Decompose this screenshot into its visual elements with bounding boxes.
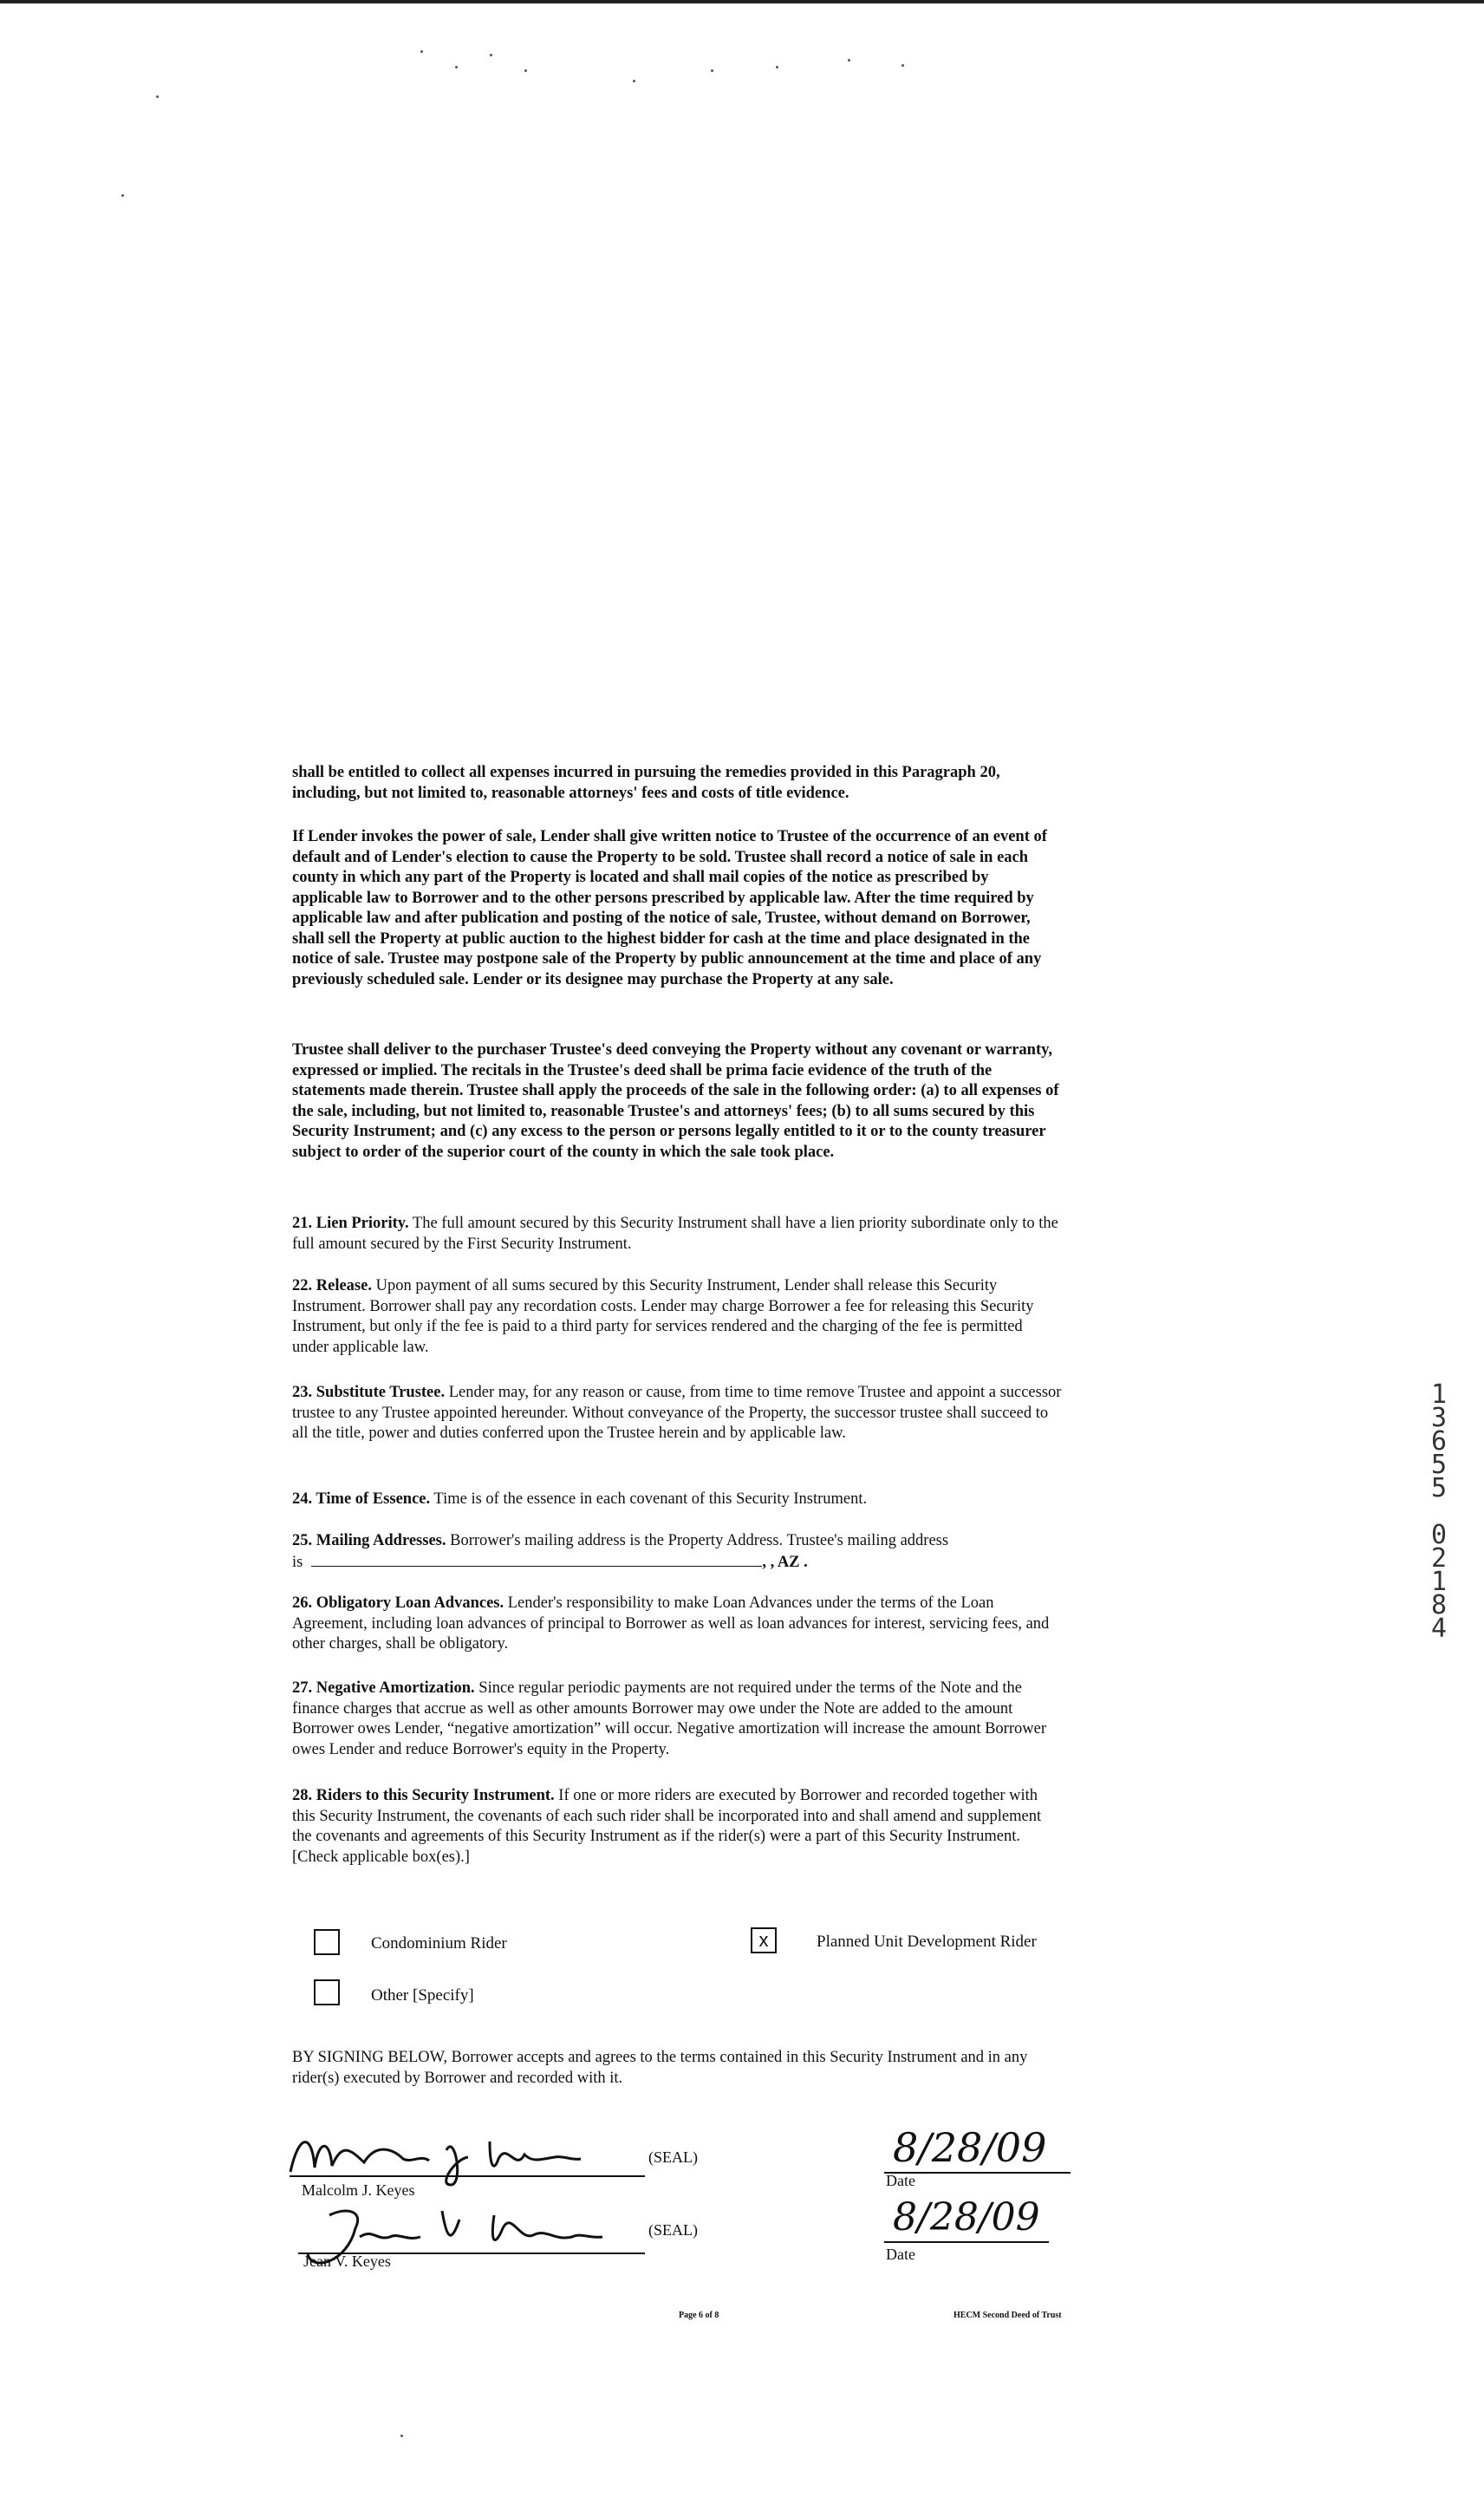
document-title-footer: HECM Second Deed of Trust bbox=[954, 2311, 1062, 2320]
date2-label: Date bbox=[886, 2246, 915, 2263]
condominium-rider-label: Condominium Rider bbox=[371, 1934, 507, 1953]
paragraph-25-body: Borrower's mailing address is the Property Address. Trustee's mailing address bbox=[446, 1532, 949, 1549]
scan-speck bbox=[455, 66, 458, 68]
condominium-rider-checkbox[interactable] bbox=[314, 1929, 340, 1955]
signing-statement: BY SIGNING BELOW, Borrower accepts and agrees to the terms contained in this Security Instrument and in any rider(s) executed by Borrower and recorded with it. bbox=[292, 2049, 1028, 2087]
borrower1-signature-line bbox=[290, 2175, 645, 2177]
other-rider-checkbox[interactable] bbox=[314, 1979, 340, 2005]
paragraph-24 bbox=[292, 1490, 1062, 1510]
scan-speck bbox=[420, 50, 423, 53]
paragraph-25-heading: 25. Mailing Addresses. bbox=[292, 1532, 446, 1549]
paragraph-27 bbox=[292, 1679, 1062, 1760]
paragraph-21 bbox=[292, 1214, 1062, 1255]
paragraph-26-heading: 26. Obligatory Loan Advances. bbox=[292, 1594, 504, 1612]
scan-speck bbox=[524, 69, 527, 72]
paragraph-26-body: Lender's responsibility to make Loan Advances under the terms of the Loan Agreement, including loan advances of principal to Borrower as well as loan advances for interest, servicing fees, and other charges, shall be obligatory. bbox=[292, 1594, 1050, 1653]
paragraph-28-body: If one or more riders are executed by Borrower and recorded together with this Security Instrument, the covenants of each such rider shall be incorporated into and shall amend and supplement the covenants and agreements of this Security Instrument as if the rider(s) were a part of this Security Instrument. [Check applicable box(es).] bbox=[292, 1787, 1042, 1866]
pud-rider-checkbox[interactable]: x bbox=[751, 1927, 777, 1953]
pud-rider-label: Planned Unit Development Rider bbox=[817, 1933, 1037, 1951]
date2-handwritten: 8/28/09 bbox=[893, 2195, 1040, 2239]
recording-number-stamp: 1 3 6 5 5 0 2 1 8 4 bbox=[1430, 1379, 1448, 1644]
paragraph-22 bbox=[292, 1276, 1062, 1358]
paragraph-28 bbox=[292, 1786, 1062, 1868]
paragraph-28-heading: 28. Riders to this Security Instrument. bbox=[292, 1787, 555, 1804]
scan-speck bbox=[776, 66, 778, 68]
scan-speck bbox=[901, 64, 904, 67]
paragraph-27-body: Since regular periodic payments are not required under the terms of the Note and the finance charges that accrue as well as other amounts Borrower may owe under the Note are added to the amount Borrower owes Lender, “negative amortization” will occur. Negative amortization will increase the amount Borrower owes Lender and reduce Borrower's equity in the Property. bbox=[292, 1679, 1046, 1758]
trustee-address-blank bbox=[311, 1552, 762, 1567]
page-number: Page 6 of 8 bbox=[679, 2311, 719, 2320]
other-rider-label: Other [Specify] bbox=[371, 1986, 474, 2005]
paragraph-25-state: , , AZ . bbox=[762, 1553, 808, 1571]
scan-speck bbox=[711, 69, 713, 72]
paragraph-21-body: The full amount secured by this Security Instrument shall have a lien priority subordinate only to the full amount secured by the First Security Instrument. bbox=[292, 1215, 1058, 1253]
paragraph-20-trustee-deed: Trustee shall deliver to the purchaser Trustee's deed conveying the Property without any covenant or warranty, expressed or implied. The recitals in the Trustee's deed shall be prima facie evidence of the truth of the statements made therein. Trustee shall apply the proceeds of the sale in the following order: (a) to all expenses of the sale, including, but not limited to, reasonable Trustee's and attorneys' fees; (b) to all sums secured by this Security Instrument; and (c) any excess to the person or persons legally entitled to it or to the county treasurer subject to order of the superior court of the county in which the sale took place. bbox=[292, 1041, 1059, 1161]
borrower2-seal: (SEAL) bbox=[648, 2221, 698, 2239]
paragraph-22-heading: 22. Release. bbox=[292, 1277, 372, 1294]
borrower1-name: Malcolm J. Keyes bbox=[302, 2181, 415, 2199]
paragraph-26 bbox=[292, 1594, 1062, 1655]
paragraph-25-is: is bbox=[292, 1553, 303, 1571]
scan-top-border bbox=[0, 0, 1484, 3]
paragraph-20-end: shall be entitled to collect all expenses incurred in pursuing the remedies provided in this Paragraph 20, including, but not limited to, reasonable attorneys' fees and costs of title evidence. bbox=[292, 764, 1000, 802]
date1-handwritten: 8/28/09 bbox=[893, 2124, 1047, 2171]
paragraph-25 bbox=[292, 1531, 1062, 1573]
borrower1-seal: (SEAL) bbox=[648, 2148, 698, 2166]
paragraph-24-body: Time is of the essence in each covenant of this Security Instrument. bbox=[430, 1490, 868, 1508]
paragraph-27-heading: 27. Negative Amortization. bbox=[292, 1679, 475, 1697]
scan-speck bbox=[633, 80, 635, 82]
paragraph-20-power-of-sale: If Lender invokes the power of sale, Lender shall give written notice to Trustee of the occurrence of an event of default and of Lender's election to cause the Property to be sold. Trustee shall record a notice of sale in each county in which any part of the Property is located and shall mail copies of the notice as prescribed by applicable law to Borrower and to the other persons prescribed by applicable law. After the time required by applicable law and after publication and posting of the notice of sale, Trustee, without demand on Borrower, shall sell the Property at public auction to the highest bidder for cash at the time and place designated in the notice of sale. Trustee may postpone sale of the Property by public announcement at the time and place of any previously scheduled sale. Lender or its designee may purchase the Property at any sale. bbox=[292, 828, 1047, 988]
paragraph-23-body: Lender may, for any reason or cause, from time to time remove Trustee and appoint a successor trustee to any Trustee appointed hereunder. Without conveyance of the Property, the successor trustee shall succeed to all the title, power and duties conferred upon the Trustee herein and by applicable law. bbox=[292, 1384, 1062, 1442]
scan-speck bbox=[156, 95, 159, 98]
paragraph-21-heading: 21. Lien Priority. bbox=[292, 1215, 409, 1232]
scan-speck bbox=[121, 194, 124, 197]
paragraph-22-body: Upon payment of all sums secured by this Security Instrument, Lender shall release this Security Instrument. Borrower shall pay any recordation costs. Lender may charge Borrower a fee for releasing this Security Instrument, but only if the fee is paid to a third party for services rendered and the charging of the fee is permitted under applicable law. bbox=[292, 1277, 1034, 1356]
scan-speck bbox=[848, 59, 850, 62]
scan-speck bbox=[490, 54, 492, 56]
paragraph-24-heading: 24. Time of Essence. bbox=[292, 1490, 431, 1508]
date2-line bbox=[884, 2241, 1049, 2243]
borrower2-name: Jean V. Keyes bbox=[303, 2253, 391, 2270]
paragraph-23-heading: 23. Substitute Trustee. bbox=[292, 1384, 446, 1401]
paragraph-23 bbox=[292, 1383, 1062, 1444]
date1-label: Date bbox=[886, 2172, 915, 2189]
scan-speck bbox=[400, 2435, 403, 2437]
